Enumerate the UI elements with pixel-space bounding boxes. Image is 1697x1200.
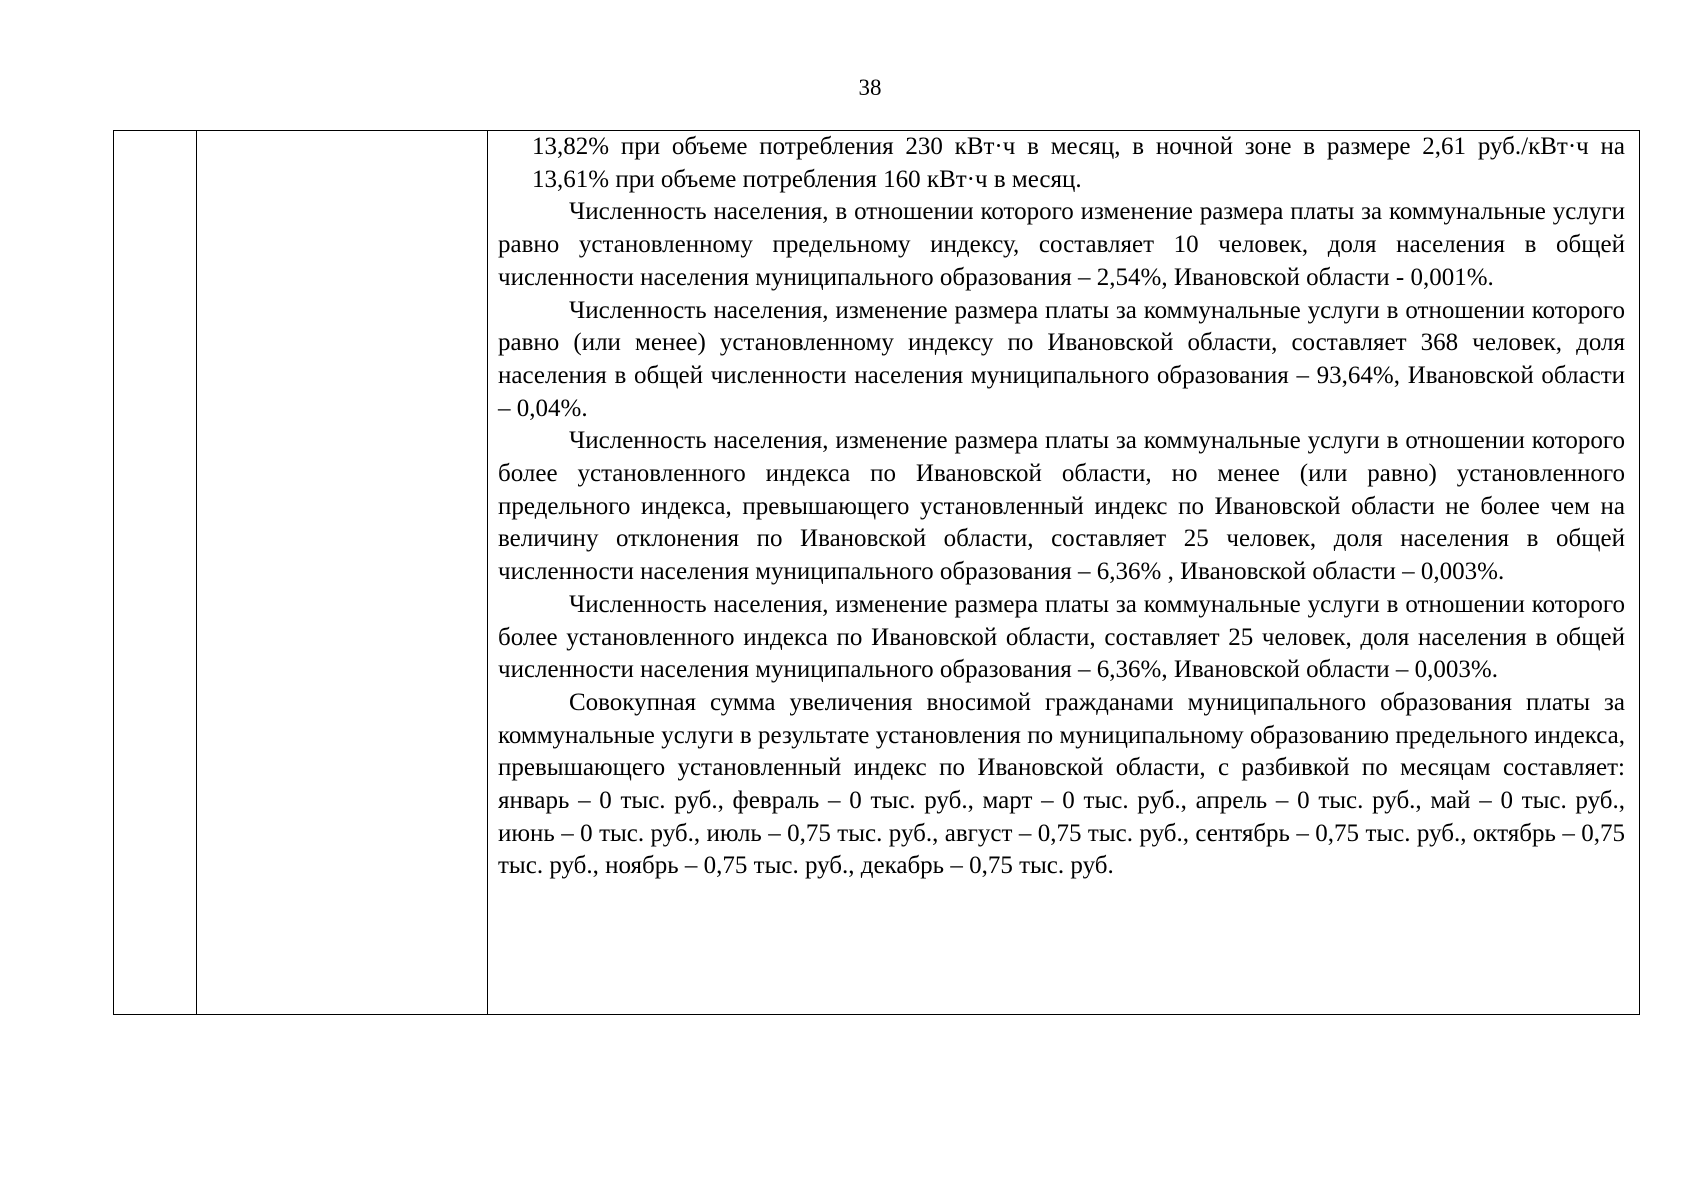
table-column-divider: [196, 131, 197, 1014]
paragraph: Численность населения, изменение размера платы за коммунальные услуги в отношении которого более установленного индекса по Ивановской области, составляет 25 человек, доля населения в общей численности населения муниципального образования – 6,36%, Ивановской области – 0,003%.: [498, 590, 1625, 684]
paragraph: Численность населения, изменение размера платы за коммунальные услуги в отношении которого более установленного индекса по Ивановской области, но менее (или равно) установленного предельного индекса, превышающего установленный индекс по Ивановской области не более чем на величину отклонения по Ивановской области, составляет 25 человек, доля населения в общей численности населения муниципального образования – 6,36% , Ивановской области – 0,003%.: [498, 427, 1625, 586]
page-number: 38: [858, 75, 882, 100]
table-cell-text: [498, 131, 1625, 883]
paragraph: Численность населения, изменение размера платы за коммунальные услуги в отношении которого равно (или менее) установленному индексу по Ивановской области, составляет 368 человек, доля населения в общей численности населения муниципального образования – 93,64%, Ивановской области – 0,04%.: [498, 296, 1625, 422]
paragraph: Численность населения, в отношении которого изменение размера платы за коммунальные услуги равно установленному предельному индексу, составляет 10 человек, доля населения в общей численности населения муниципального образования – 2,54%, Ивановской области - 0,001%.: [498, 198, 1625, 291]
table-column-divider: [487, 131, 488, 1014]
document-table: [113, 130, 1640, 1015]
paragraph-continuation: 13,82% при объеме потребления 230 кВт·ч в месяц, в ночной зоне в размере 2,61 руб./кВт·ч на 13,61% при объеме потребления 160 кВт·ч в месяц.: [532, 133, 1625, 193]
paragraph: Совокупная сумма увеличения вносимой гражданами муниципального образования платы за коммунальные услуги в результате установления по муниципальному образованию предельного индекса, превышающего установленный индекс по Ивановской области, с разбивкой по месяцам составляет: январь – 0 тыс. руб., февраль – 0 тыс. руб., март – 0 тыс. руб., апрель – 0 тыс. руб., май – 0 тыс. руб., июнь – 0 тыс. руб., июль – 0,75 тыс. руб., август – 0,75 тыс. руб., сентябрь – 0,75 тыс. руб., октябрь – 0,75 тыс. руб., ноябрь – 0,75 тыс. руб., декабрь – 0,75 тыс. руб.: [498, 688, 1625, 880]
